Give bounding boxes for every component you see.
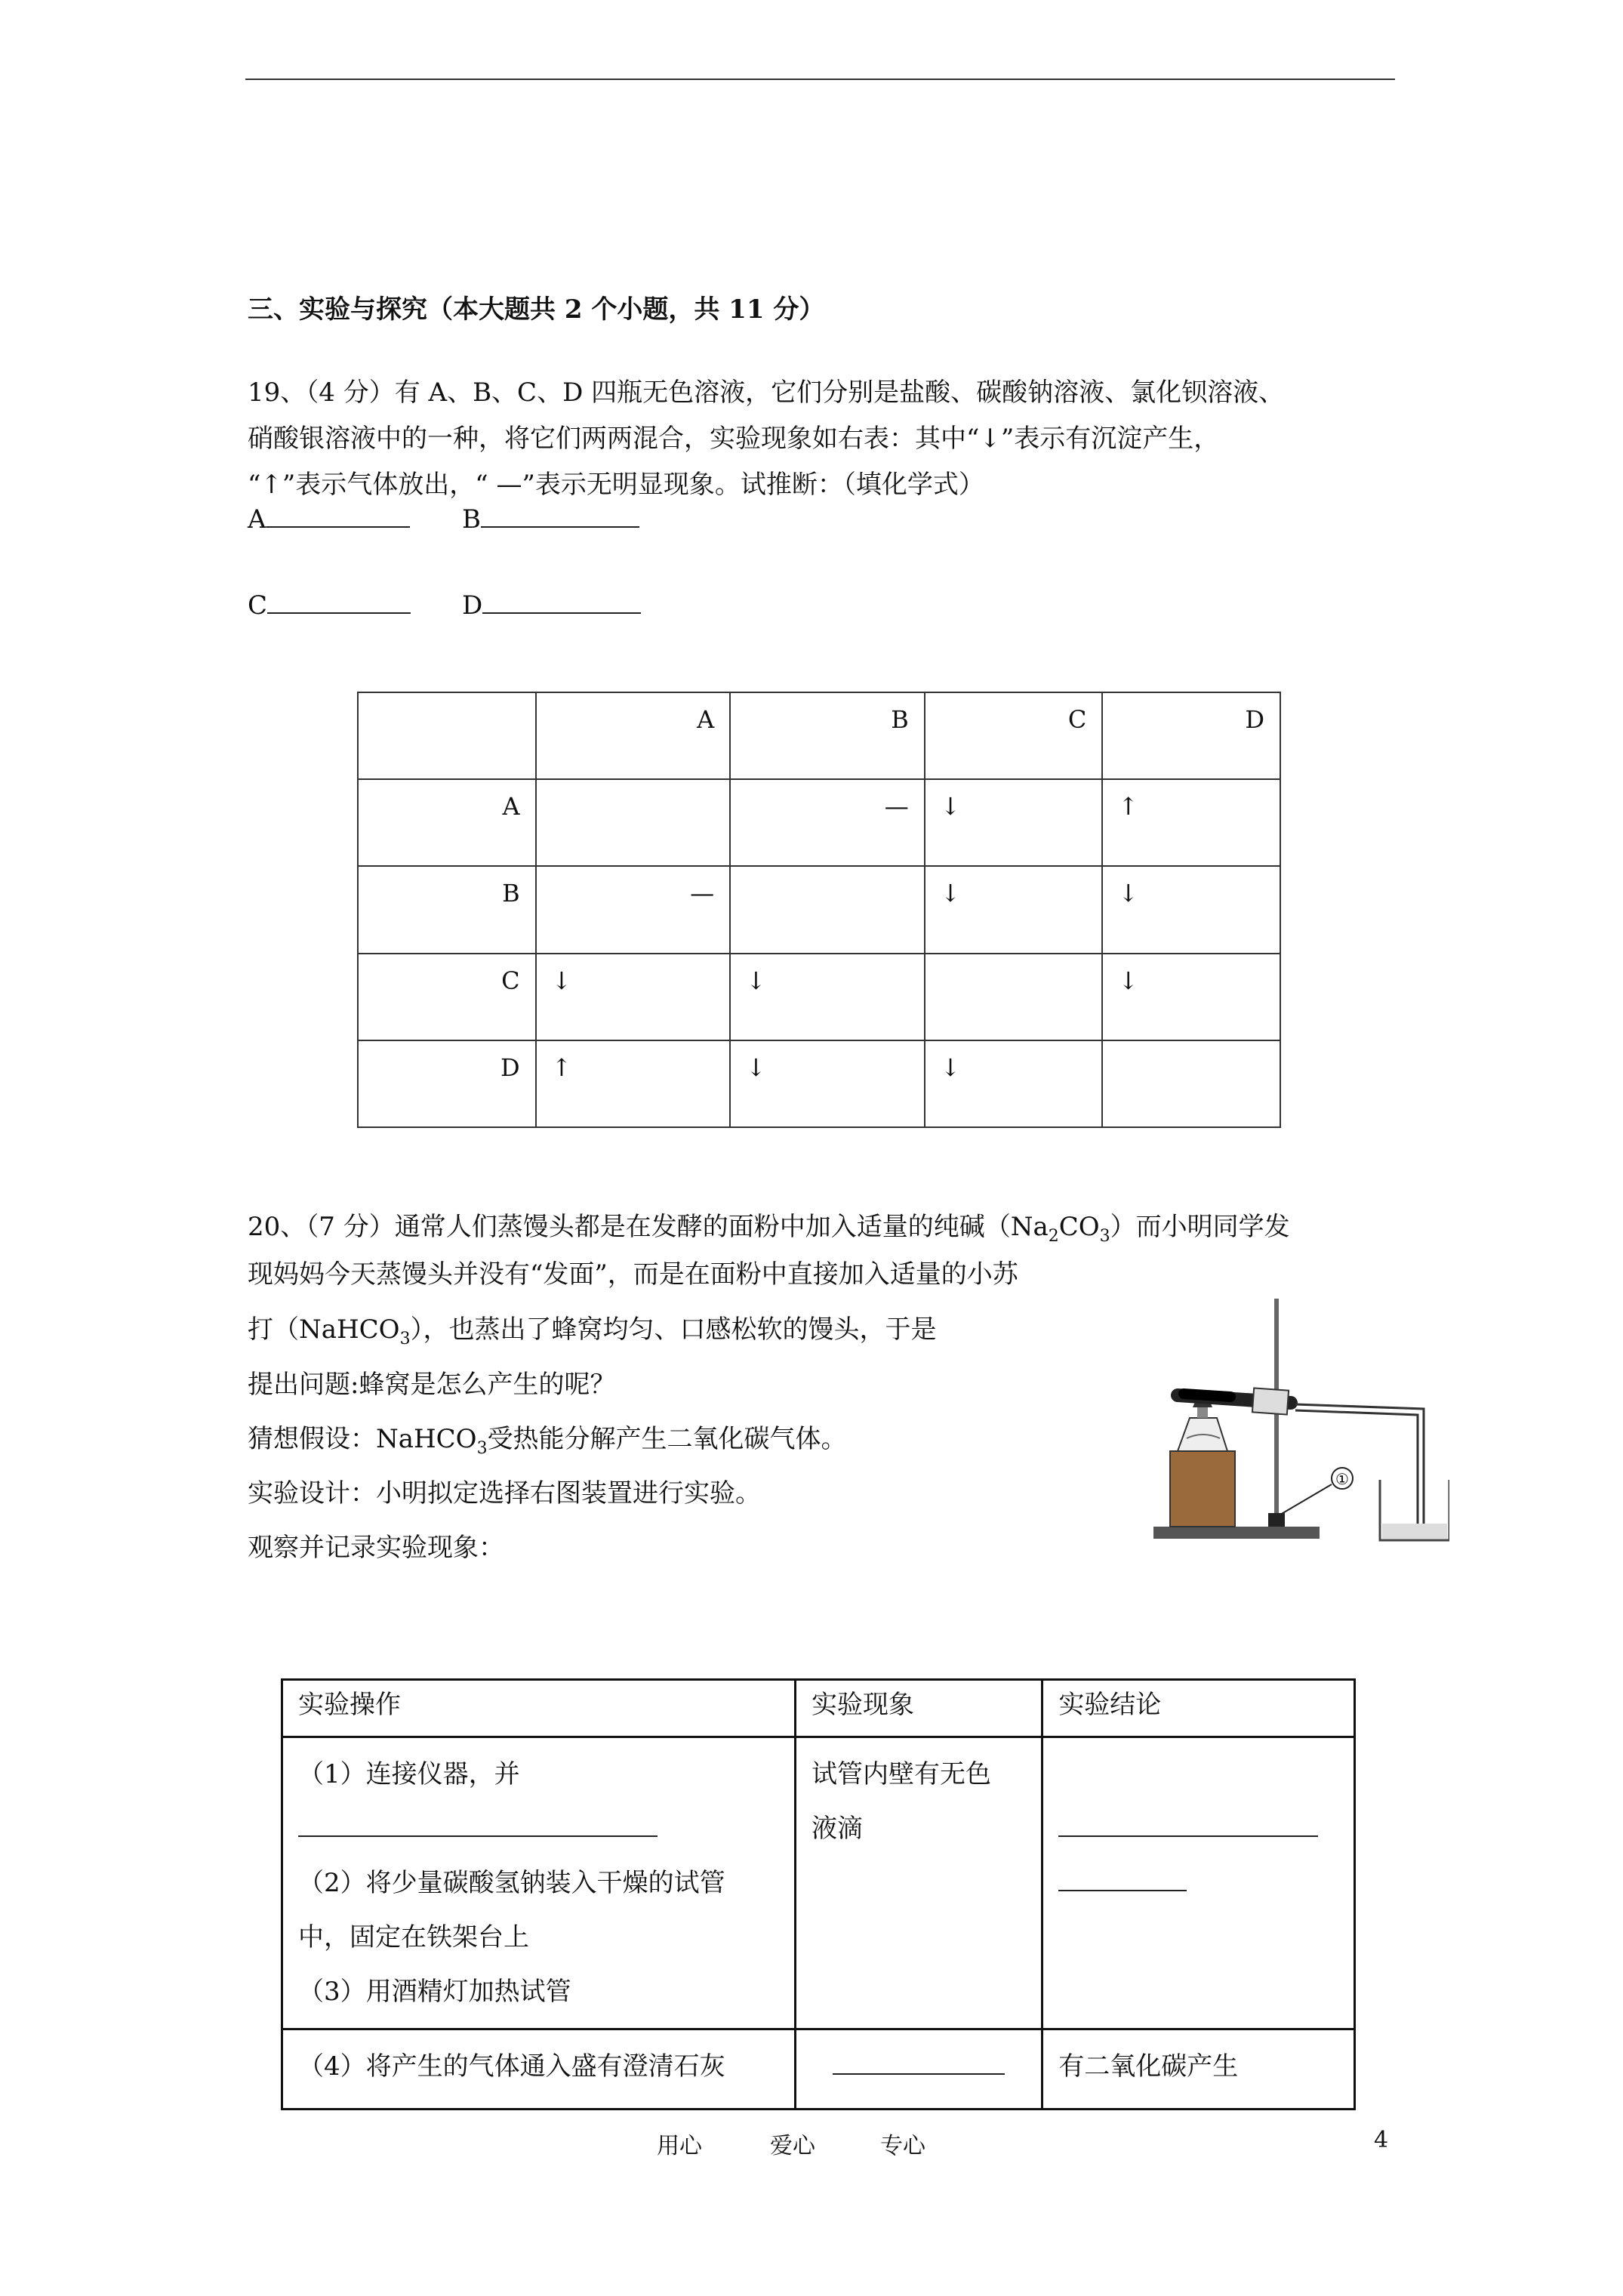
answer-a-blank[interactable]	[266, 522, 410, 528]
table-cell: ↓	[925, 866, 1103, 953]
experiment-table	[281, 1678, 1356, 2110]
answer-a	[248, 504, 410, 535]
q20-line-7: 观察并记录实验现象：	[248, 1533, 504, 1563]
table-row	[282, 1737, 1355, 2029]
op-1: （1）连接仪器，并	[298, 1759, 520, 1789]
row-label: C	[358, 954, 536, 1040]
op-2b: 中，固定在铁架台上	[298, 1922, 529, 1952]
q20-line-1-text: 20、（7 分）通常人们蒸馒头都是在发酵的面粉中加入适量的纯碱（Na	[248, 1212, 1049, 1242]
answer-b-blank[interactable]	[481, 522, 639, 528]
table-row	[358, 1040, 1280, 1127]
table-header: A	[536, 692, 731, 779]
footer-word-3: 专心	[880, 2133, 925, 2159]
q19-line-1: 19、（4 分）有 A、B、C、D 四瓶无色溶液，它们分别是盐酸、碳酸钠溶液、氯化钡溶液、	[248, 378, 1285, 408]
table-cell	[1042, 1737, 1355, 2029]
q20-line-3	[248, 1308, 937, 1348]
stand-base	[1153, 1527, 1320, 1539]
table-cell: ↓	[1102, 954, 1280, 1040]
table-cell: ↓	[730, 954, 925, 1040]
table-header: 实验现象	[796, 1680, 1042, 1737]
answer-d-label: D	[462, 590, 483, 621]
table-cell: ↑	[536, 1040, 731, 1127]
answer-c-label: C	[248, 590, 268, 621]
q20-line-5	[248, 1418, 847, 1458]
q20-line-5-text: 猜想假设：NaHCO	[248, 1424, 477, 1454]
table-row	[358, 779, 1280, 866]
table-cell	[1102, 1040, 1280, 1127]
conclusion-blank-row-2	[1058, 1856, 1338, 1910]
limewater	[1382, 1524, 1447, 1539]
row-label: D	[358, 1040, 536, 1127]
table-cell: ↓	[536, 954, 731, 1040]
table-cell: ↓	[730, 1040, 925, 1127]
table-cell	[358, 692, 536, 779]
op-1-blank-row	[298, 1801, 779, 1856]
header-rule	[245, 79, 1395, 80]
table-header: 实验操作	[282, 1680, 796, 1737]
subscript: 3	[1099, 1226, 1110, 1246]
table-cell: ↑	[1102, 779, 1280, 866]
table-cell: 有二氧化碳产生	[1042, 2029, 1355, 2110]
q19-line-3: “↑”表示气体放出，“ —”表示无明显现象。试推断：（填化学式）	[248, 470, 984, 500]
q20-line-1-tail: ）而小明同学发	[1110, 1212, 1290, 1242]
apparatus-label: ①	[1335, 1470, 1349, 1488]
table-cell: ↓	[925, 1040, 1103, 1127]
delivery-tube-inner	[1295, 1410, 1418, 1536]
table-header: D	[1102, 692, 1280, 779]
table-cell	[925, 954, 1103, 1040]
table-cell: ↓	[1102, 866, 1280, 953]
answer-a-label: A	[248, 504, 266, 535]
apparatus-diagram	[1147, 1284, 1449, 1548]
op-3: （3）用酒精灯加热试管	[298, 1977, 571, 2007]
answer-b-label: B	[462, 504, 481, 535]
row-label: B	[358, 866, 536, 953]
subscript: 2	[1048, 1226, 1059, 1246]
q20-line-1-formula: CO	[1058, 1212, 1100, 1242]
table-header: B	[730, 692, 925, 779]
q20-line-3-text: 打（NaHCO	[248, 1314, 400, 1345]
table-row	[282, 1680, 1355, 1737]
table-header: 实验结论	[1042, 1680, 1355, 1737]
op-1-blank[interactable]	[298, 1831, 658, 1837]
conclusion-blank-row-1	[1058, 1801, 1338, 1856]
q20-line-2: 现妈妈今天蒸馒头并没有“发面”，而是在面粉中直接加入适量的小苏	[248, 1259, 1018, 1290]
table-row	[282, 2029, 1355, 2110]
wood-block	[1170, 1451, 1235, 1527]
tube-contents	[1184, 1394, 1230, 1397]
table-row	[358, 692, 1280, 779]
answer-c-blank[interactable]	[267, 608, 411, 614]
phenomenon-1b: 液滴	[812, 1814, 864, 1844]
table-cell: —	[730, 779, 925, 866]
q20-line-6: 实验设计：小明拟定选择右图装置进行实验。	[248, 1478, 761, 1509]
q19-line-2: 硝酸银溶液中的一种，将它们两两混合，实验现象如右表：其中“↓”表示有沉淀产生，	[248, 424, 1220, 454]
conclusion-1-blank-b[interactable]	[1058, 1885, 1187, 1891]
answer-c	[248, 590, 411, 621]
rod-foot	[1268, 1513, 1285, 1527]
q20-line-1	[248, 1206, 1290, 1246]
conclusion-1-blank-a[interactable]	[1058, 1831, 1318, 1837]
reaction-table	[357, 692, 1281, 1128]
clamp	[1252, 1388, 1289, 1414]
label-leader	[1280, 1484, 1332, 1515]
table-cell: （4）将产生的气体通入盛有澄清石灰	[282, 2029, 796, 2110]
table-cell	[282, 1737, 796, 2029]
delivery-tube	[1295, 1404, 1424, 1536]
table-cell: ↓	[925, 779, 1103, 866]
table-cell	[796, 2029, 1042, 2110]
page-number: 4	[1374, 2127, 1389, 2153]
footer-word-1: 用心	[657, 2133, 702, 2159]
q20-line-3-tail: ），也蒸出了蜂窝均匀、口感松软的馒头，于是	[410, 1314, 937, 1345]
table-row	[358, 866, 1280, 953]
answer-b	[462, 504, 639, 535]
footer-word-2: 爱心	[770, 2133, 815, 2159]
phenomenon-1a: 试管内壁有无色	[812, 1759, 992, 1789]
answer-d	[462, 590, 641, 621]
q20-line-4: 提出问题:蜂窝是怎么产生的呢？	[248, 1370, 616, 1400]
table-row	[358, 954, 1280, 1040]
table-cell	[536, 779, 731, 866]
row-label: A	[358, 779, 536, 866]
subscript: 3	[399, 1329, 411, 1348]
section-title: 三、实验与探究（本大题共 2 个小题，共 11 分）	[248, 294, 825, 325]
answer-d-blank[interactable]	[482, 608, 641, 614]
q20-line-5-tail: 受热能分解产生二氧化碳气体。	[487, 1424, 847, 1454]
lamp-wick	[1197, 1407, 1208, 1418]
table-header: C	[925, 692, 1103, 779]
op-2a: （2）将少量碳酸氢钠装入干燥的试管	[298, 1868, 725, 1898]
table-cell	[730, 866, 925, 953]
table-cell	[796, 1737, 1042, 2029]
table-cell: —	[536, 866, 731, 953]
subscript: 3	[476, 1438, 488, 1458]
phenomenon-2-blank[interactable]	[833, 2069, 1005, 2075]
